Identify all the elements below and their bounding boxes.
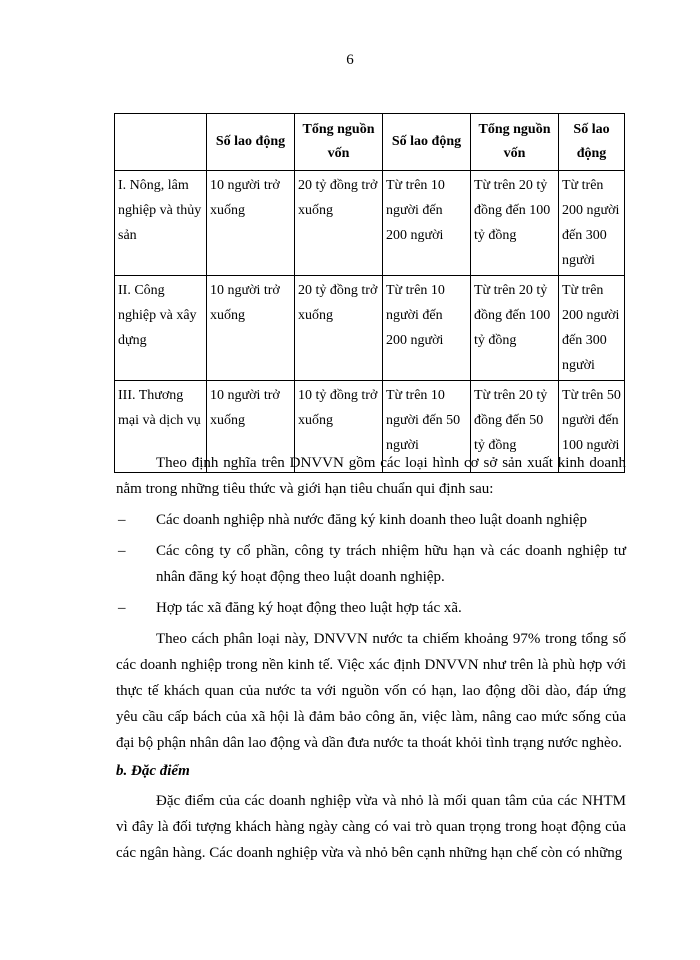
- page-number: 6: [346, 52, 354, 68]
- table-cell: 10 người trở xuống: [207, 276, 295, 381]
- table-header-cell: Tổng nguồn vốn: [471, 114, 559, 171]
- table-cell: Từ trên 200 người đến 300 người: [559, 276, 625, 381]
- table-cell: Từ trên 10 người đến 200 người: [383, 276, 471, 381]
- table-header-cell: Tổng nguồn vốn: [295, 114, 383, 171]
- bullet-dash: –: [118, 543, 126, 559]
- table-row: [115, 276, 625, 381]
- table-header-cell: Số lao động: [383, 114, 471, 171]
- table-cell: 10 người trở xuống: [207, 381, 295, 473]
- table-header-cell: [115, 114, 207, 171]
- classification-paragraph: Theo cách phân loại này, DNVVN nước ta chiếm khoảng 97% trong tổng số các doanh nghiệp trong nền kinh tế. Việc xác định DNVVN như trên là phù hợp với thực tế khách quan của nước ta với nguồn vốn có hạn, lao động dồi dào, đáp ứng yêu cầu cấp bách của xã hội là đảm bảo công ăn, việc làm, nâng cao mức sống của đại bộ phận nhân dân lao động và dần đưa nước ta thoát khỏi tình trạng nước nghèo.: [116, 631, 626, 751]
- bullet-item: [116, 595, 626, 621]
- table-cell: 20 tỷ đồng trở xuống: [295, 171, 383, 276]
- bullet-item: [116, 538, 626, 590]
- bullet-dash: –: [118, 600, 126, 616]
- table-cell: 10 người trở xuống: [207, 171, 295, 276]
- section-heading: b. Đặc điểm: [116, 763, 190, 779]
- bullet-text: Hợp tác xã đăng ký hoạt động theo luật hợp tác xã.: [156, 600, 462, 616]
- characteristics-paragraph: Đặc điểm của các doanh nghiệp vừa và nhỏ là mối quan tâm của các NHTM vì đây là đối tượng khách hàng ngày càng có vai trò quan trọng trong hoạt động của các ngân hàng. Các doanh nghiệp vừa và nhỏ bên cạnh những hạn chế còn có những: [116, 793, 626, 861]
- table-cell: Từ trên 50 người đến 100 người: [559, 381, 625, 473]
- table-header-cell: Số lao động: [559, 114, 625, 171]
- table-cell: III. Thương mại và dịch vụ: [115, 381, 207, 473]
- bullet-text: Các doanh nghiệp nhà nước đăng ký kinh doanh theo luật doanh nghiệp: [156, 512, 587, 528]
- table-cell: 20 tỷ đồng trở xuống: [295, 276, 383, 381]
- table-cell: Từ trên 20 tỷ đồng đến 100 tỷ đồng: [471, 171, 559, 276]
- table-cell: Từ trên 10 người đến 50 người: [383, 381, 471, 473]
- table-cell: Từ trên 20 tỷ đồng đến 50 tỷ đồng: [471, 381, 559, 473]
- table-cell: Từ trên 200 người đến 300 người: [559, 171, 625, 276]
- table-cell: 10 tỷ đồng trở xuống: [295, 381, 383, 473]
- table-row: [115, 171, 625, 276]
- bullet-item: [116, 507, 626, 533]
- document-body: [116, 450, 626, 866]
- table-header-row: [115, 114, 625, 171]
- enterprise-criteria-table: [114, 113, 625, 473]
- intro-paragraph: Theo định nghĩa trên DNVVN gồm các loại hình cơ sở sản xuất kinh doanh nằm trong những tiêu thức và giới hạn tiêu chuẩn qui định sau:: [116, 455, 626, 497]
- bullet-text: Các công ty cổ phần, công ty trách nhiệm hữu hạn và các doanh nghiệp tư nhân đăng ký hoạt động theo luật doanh nghiệp.: [156, 543, 626, 585]
- table-header-cell: Số lao động: [207, 114, 295, 171]
- table-cell: Từ trên 20 tỷ đồng đến 100 tỷ đồng: [471, 276, 559, 381]
- table-cell: I. Nông, lâm nghiệp và thủy sản: [115, 171, 207, 276]
- bullet-dash: –: [118, 512, 126, 528]
- table-cell: Từ trên 10 người đến 200 người: [383, 171, 471, 276]
- table-cell: II. Công nghiệp và xây dựng: [115, 276, 207, 381]
